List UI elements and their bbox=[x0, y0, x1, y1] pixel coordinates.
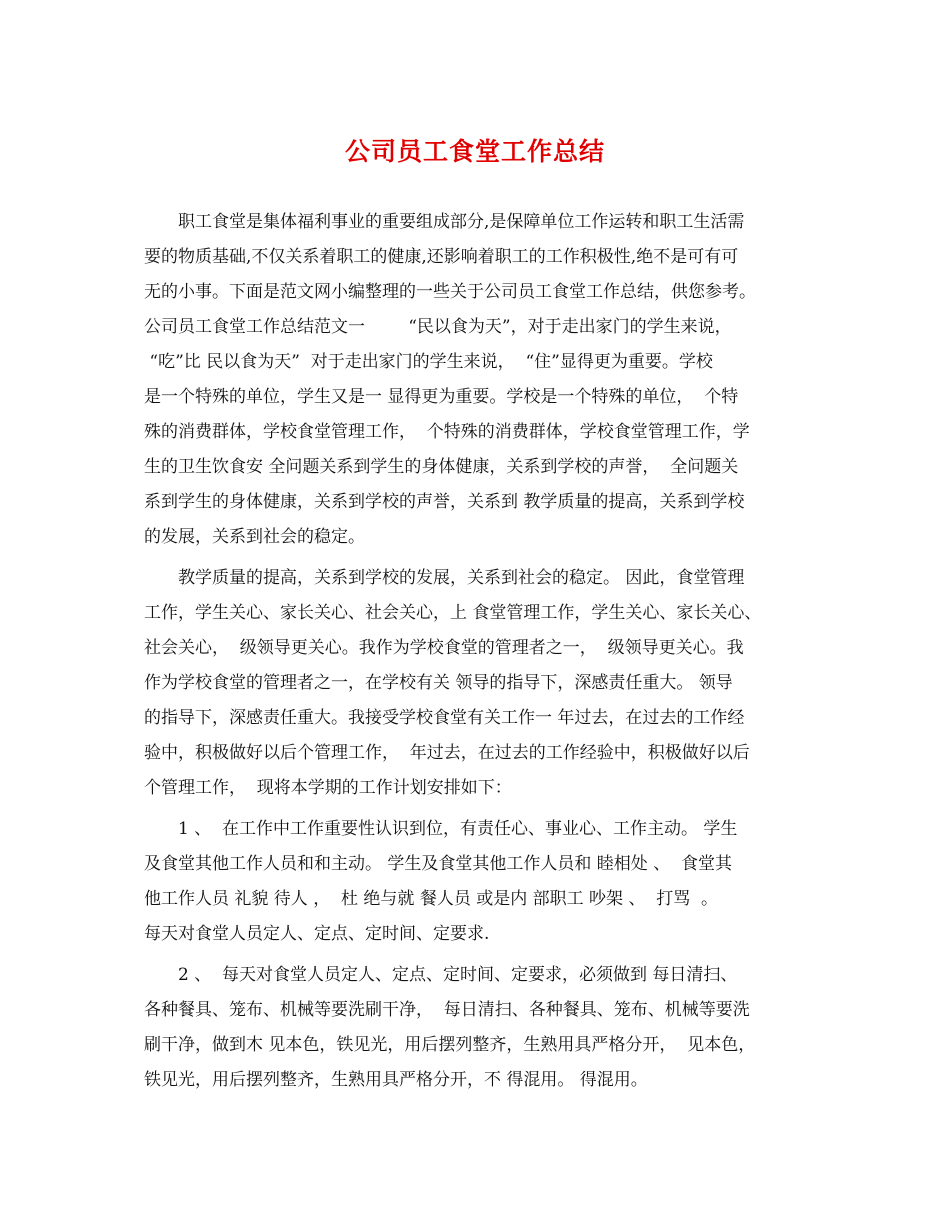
text-line: 铁见光，用后摆列整齐，生熟用具严格分开，不 得混用。 得混用。 bbox=[144, 1070, 648, 1090]
text-line: 验中，积极做好以后个管理工作， 年过去，在过去的工作经验中，积极做好以后 bbox=[144, 743, 750, 763]
document-title: 公司员工食堂工作总结 bbox=[344, 137, 605, 166]
text-line: 是一个特殊的单位，学生又是一 显得更为重要。学校是一个特殊的单位， 个特 bbox=[144, 387, 739, 407]
text-line: 的发展，关系到社会的稳定。 bbox=[144, 527, 365, 547]
text-line: 每天对食堂人员定人、定点、定时间、定要求. bbox=[144, 924, 490, 944]
text-line: 殊的消费群体，学校食堂管理工作， 个特殊的消费群体，学校食堂管理工作，学 bbox=[144, 422, 750, 442]
text-line: 工作，学生关心、家长关心、社会关心，上 食堂管理工作，学生关心、家长关心、 bbox=[144, 603, 762, 623]
text-line: 作为学校食堂的管理者之一，在学校有关 领导的指导下，深感责任重大。 领导 bbox=[144, 673, 733, 693]
text-line: 他工作人员 礼貌 待人 ， 杜 绝与就 餐人员 或是内 部职工 吵架 、 打骂 。 bbox=[144, 889, 719, 909]
text-line: 无的小事。下面是范文网小编整理的一些关于公司员工食堂工作总结，供您参考。 bbox=[144, 282, 756, 302]
text-line: 系到学生的身体健康，关系到学校的声誉，关系到 教学质量的提高，关系到学校 bbox=[144, 492, 745, 512]
text-line: 个管理工作， 现将本学期的工作计划安排如下： bbox=[144, 778, 512, 798]
text-line: 1 、 在工作中工作重要性认识到位，有责任心、事业心、工作主动。 学生 bbox=[178, 819, 738, 839]
text-line: “吃”比 民以食为天” 对于走出家门的学生来说， “住”显得更为重要。学校 bbox=[144, 352, 713, 372]
text-line: 社会关心， 级领导更关心。我作为学校食堂的管理者之一， 级领导更关心。我 bbox=[144, 638, 744, 658]
text-line: 教学质量的提高，关系到学校的发展，关系到社会的稳定。 因此，食堂管理 bbox=[178, 568, 745, 588]
text-line: 的指导下，深感责任重大。我接受学校食堂有关工作一 年过去，在过去的工作经 bbox=[144, 708, 745, 728]
text-line: 刷干净，做到木 见本色，铁见光，用后摆列整齐，生熟用具严格分开， 见本色， bbox=[144, 1035, 756, 1055]
text-line: 生的卫生饮食安 全问题关系到学生的身体健康，关系到学校的声誉， 全问题关 bbox=[144, 457, 739, 477]
text-line: 及食堂其他工作人员和和主动。 学生及食堂其他工作人员和 睦相处 、 食堂其 bbox=[144, 854, 733, 874]
text-line: 各种餐具、笼布、机械等要洗刷干净， 每日清扫、各种餐具、笼布、机械等要洗 bbox=[144, 1000, 750, 1020]
text-line: 职工食堂是集体福利事业的重要组成部分,是保障单位工作运转和职工生活需 bbox=[178, 212, 745, 232]
text-line: 要的物质基础,不仅关系着职工的健康,还影响着职工的工作积极性,绝不是可有可 bbox=[144, 247, 739, 267]
text-line: 2 、 每天对食堂人员定人、定点、定时间、定要求，必须做到 每日清扫、 bbox=[178, 965, 738, 985]
text-line: 公司员工食堂工作总结范文一 “民以食为天”，对于走出家门的学生来说， bbox=[144, 317, 732, 337]
